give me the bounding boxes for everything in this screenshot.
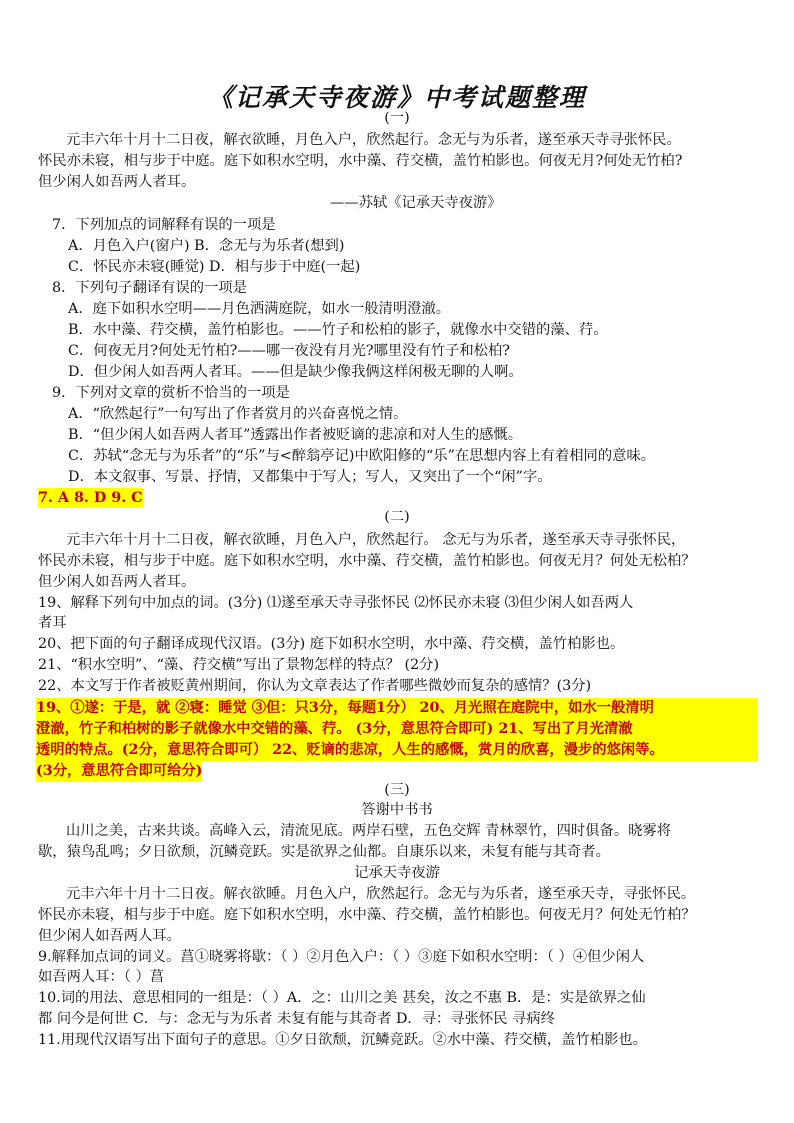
option-line: B．水中藻、荇交横，盖竹柏影也。——竹子和松柏的影子，就像水中交错的藻、荇。 [68,322,608,338]
passage-line: 歇，猿鸟乱鸣；夕日欲颓，沉鳞竞跃。实是欲界之仙都。自康乐以来，未复有能与其奇者。 [38,844,610,860]
option-line: A．庭下如积水空明——月色洒满庭院，如水一般清明澄澈。 [68,301,451,317]
option-line: C．苏轼“念无与为乐者”的“乐”与<醉翁亭记)中欧阳修的“乐”在思想内容上有着相同的意味。 [68,448,656,464]
passage-line: 怀民亦未寝，相与步于中庭。庭下如积水空明，水中藻、荇交横，盖竹柏影也。何夜无月？何处无松柏？ [38,553,696,569]
question-11: 11.用现代汉语写出下面句子的意思。①夕日欲颓，沉鳞竞跃。②水中藻、荇交横，盖竹柏影也。 [38,1032,647,1048]
answer-key-2 [36,698,758,786]
passage-line: 元丰六年十月十二日夜。解衣欲睡。月色入户，欣然起行。念无与为乐者，遂至承天寺，寻张怀民。 [66,886,696,902]
document-title: 《记承天寺夜游》中考试题整理 [207,83,586,112]
subtitle-chengtiansi: 记承天寺夜游 [354,865,440,881]
subtitle-dazhongshushu: 答谢中书书 [361,802,433,818]
question-9: 9．下列对文章的赏析不恰当的一项是 [52,385,290,401]
passage-line: 但少闲人如吾两人耳。 [38,928,181,944]
answer-line: 19、①遂：于是，就 ②寝：睡觉 ③但：只3分，每题1分） 20、月光照在庭院中，如水一般清明 [36,698,758,719]
question-9b-cont: 如吾两人耳：（ ）菖 [38,969,165,985]
question-19: 19、解释下列句中加点的词。(3分) ⑴遂至承天寺寻张怀民 ⑵怀民亦未寝 ⑶但少闲人如吾两人 [38,595,634,611]
option-line: D．本文叙事、写景、抒情，又都集中于写人；写人，又突出了一个“闲”字。 [68,469,552,485]
passage-line: 元丰六年十月十二日夜，解衣欲睡，月色入户，欣然起行。念无与为乐者，遂至承天寺寻张怀民。 [66,132,681,148]
answer-line: 透明的特点。(2分，意思符合即可） 22、贬谪的悲凉，人生的感慨，赏月的欣喜，漫步的悠闲等。 [36,740,758,761]
source-line: ——苏轼《记承天寺夜游》 [330,195,502,211]
passage-line: 元丰六年十月十二日夜，解衣欲睡，月色入户，欣然起行。 念无与为乐者，遂至承天寺寻张怀民， [66,532,686,548]
answer-key-1 [38,488,760,508]
question-21: 21、“积水空明”、“藻、荇交横”写出了景物怎样的特点？ (2分) [38,657,440,673]
question-7: 7．下列加点的词解释有误的一项是 [52,217,276,233]
question-10: 10.词的用法、意思相同的一组是：（ ）A．之：山川之美 甚矣，汝之不惠 B．是：实是欲界之仙 [38,990,646,1006]
passage-line: 但少闲人如吾两人者耳。 [38,574,196,590]
option-line: A．“欣然起行”一句写出了作者赏月的兴奋喜悦之情。 [68,406,408,422]
option-line: C．何夜无月?何处无竹柏?——哪一夜没有月光?哪里没有竹子和松柏? [68,343,510,359]
option-line: C．怀民亦未寝(睡觉) D．相与步于中庭(一起) [68,259,361,275]
passage-line: 山川之美，古来共谈。高峰入云，清流见底。两岸石壁，五色交辉 青林翠竹，四时俱备。晓雾将 [66,823,672,839]
passage-line: 但少闲人如吾两人者耳。 [38,174,196,190]
question-22: 22、本文写于作者被贬黄州期间，你认为文章表达了作者哪些微妙而复杂的感情？(3分) [38,678,592,694]
answer-text: 7. A 8. D 9. C [38,490,143,506]
question-9b: 9.解释加点词的词义。菖①晓雾将歇：（ ）②月色入户：（ ）③庭下如积水空明：（ ）④但少闲人 [38,949,645,965]
section-heading-2: (二) [384,509,410,525]
option-line: D．但少闲人如吾两人者耳。——但是缺少像我俩这样闲极无聊的人啊。 [68,364,523,380]
answer-line: 澄澈，竹子和柏树的影子就像水中交错的藻、荇。 (3分，意思符合即可) 21、写出了月光清澈 [36,719,758,740]
question-10-cont: 都 问今是何世 C．与：念无与为乐者 未复有能与其奇者 D．寻：寻张怀民 寻病终 [38,1011,555,1027]
question-19-cont: 者耳 [38,615,67,631]
option-line: A．月色入户(窗户) B．念无与为乐者(想到) [68,238,345,254]
passage-line: 怀民亦未寝，相与步于中庭。庭下如积水空明，水中藻、荇交横，盖竹柏影也。何夜无月?何处无竹柏? [38,153,683,169]
passage-line: 怀民亦未寝，相与步于中庭。庭下如积水空明，水中藻、荇交横，盖竹柏影也。何夜无月？何处无竹柏？ [38,907,696,923]
question-20: 20、把下面的句子翻译成现代汉语。(3分) 庭下如积水空明，水中藻、荇交横，盖竹柏影也。 [38,636,625,652]
section-heading-1: (一) [384,110,410,126]
option-line: B．“但少闲人如吾两人者耳”透露出作者被贬谪的悲凉和对人生的感慨。 [68,427,523,443]
answer-line: (3分，意思符合即可给分) [36,761,202,782]
section-heading-3: (三) [384,782,410,798]
question-8: 8．下列句子翻译有误的一项是 [52,280,247,296]
